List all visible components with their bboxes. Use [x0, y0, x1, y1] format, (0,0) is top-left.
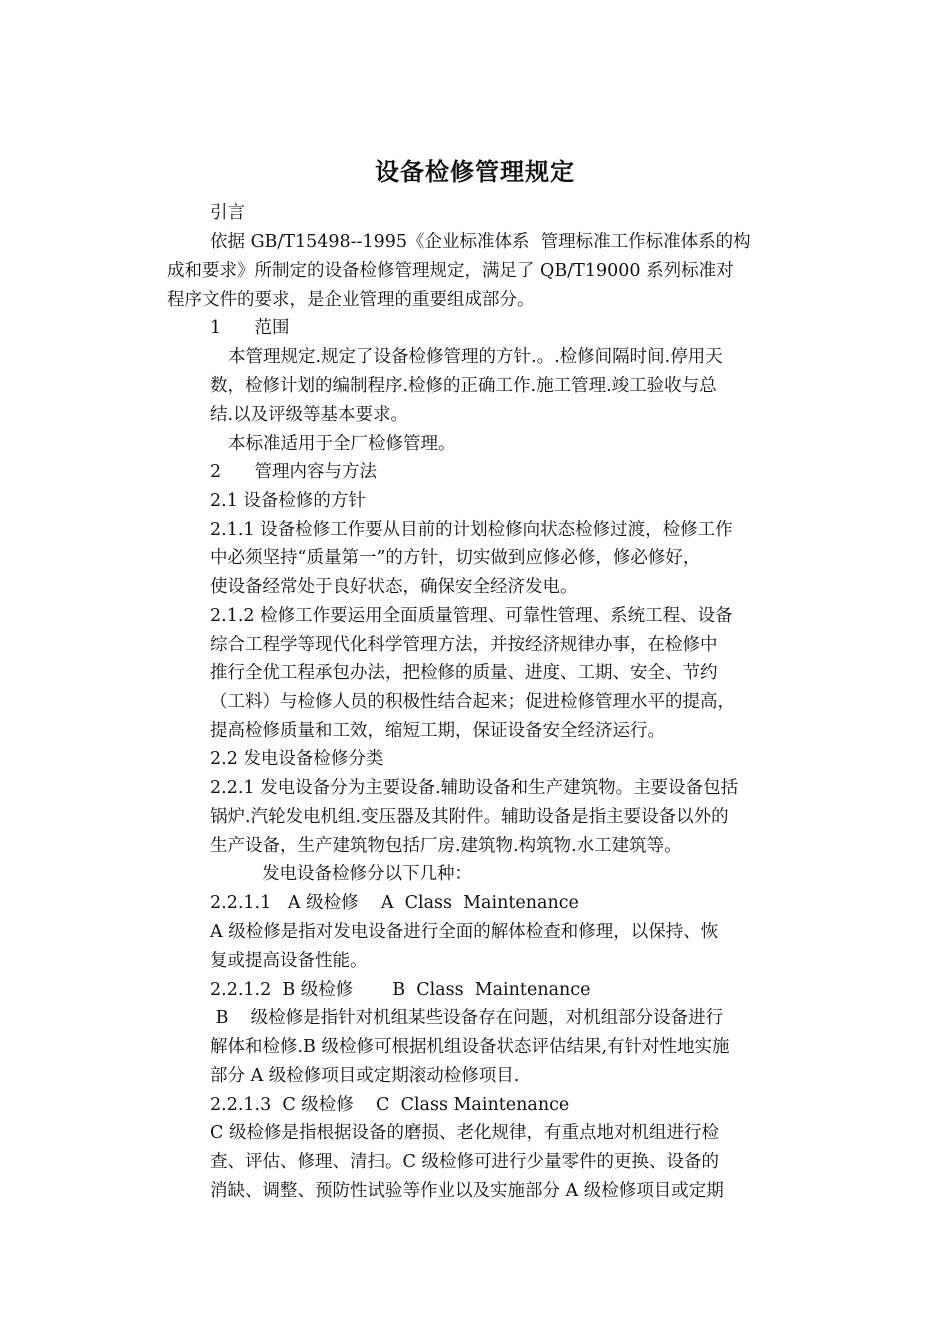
section-2-1-2-line-5: 提高检修质量和工效，缩短工期，保证设备安全经济运行。	[210, 721, 665, 741]
class-b-line-1: B 级检修是指针对机组某些设备存在问题，对机组部分设备进行	[210, 1008, 724, 1028]
section-2-1-2-line-2: 综合工程学等现代化科学管理方法，并按经济规律办事，在检修中	[210, 635, 718, 655]
class-c-line-1: C 级检修是指根据设备的磨损、老化规律，有重点地对机组进行检	[210, 1123, 719, 1143]
section-2-heading: 2 管理内容与方法	[210, 462, 378, 482]
class-a-heading: 2.2.1.1 A 级检修 A Class Maintenance	[210, 893, 579, 913]
class-b-heading: 2.2.1.2 B 级检修 B Class Maintenance	[210, 980, 591, 1000]
intro-line-3: 程序文件的要求，是企业管理的重要组成部分。	[167, 290, 535, 310]
intro-line-2: 成和要求》所制定的设备检修管理规定，满足了 QB/T19000 系列标准对	[167, 261, 734, 281]
section-1-line-2: 数，检修计划的编制程序.检修的正确工作.施工管理.竣工验收与总	[210, 376, 717, 396]
class-a-line-2: 复或提高设备性能。	[210, 951, 368, 971]
document-title: 设备检修管理规定	[375, 157, 575, 186]
class-a-line-1: A 级检修是指对发电设备进行全面的解体检查和修理，以保持、恢	[210, 922, 719, 942]
class-c-line-2: 查、评估、修理、清扫。C 级检修可进行少量零件的更换、设备的	[210, 1152, 719, 1172]
intro-line-1: 依据 GB/T15498--1995《企业标准体系 管理标准工作标准体系的构	[210, 232, 751, 252]
section-2-2-heading: 2.2 发电设备检修分类	[210, 749, 384, 769]
section-2-1-heading: 2.1 设备检修的方针	[210, 491, 366, 511]
intro-heading: 引言	[210, 203, 245, 223]
section-2-1-1-line-1: 2.1.1 设备检修工作要从目前的计划检修向状态检修过渡，检修工作	[210, 520, 733, 540]
section-1-line-4: 本标准适用于全厂检修管理。	[228, 434, 456, 454]
section-2-2-1-line-3: 生产设备，生产建筑物包括厂房.建筑物.构筑物.水工建筑等。	[210, 836, 682, 856]
classes-intro: 发电设备检修分以下几种：	[262, 864, 472, 884]
section-2-1-2-line-1: 2.1.2 检修工作要运用全面质量管理、可靠性管理、系统工程、设备	[210, 606, 733, 626]
section-2-1-1-line-3: 使设备经常处于良好状态，确保安全经济发电。	[210, 577, 578, 597]
class-b-line-3: 部分 A 级检修项目或定期滚动检修项目.	[210, 1066, 520, 1086]
section-2-2-1-line-2: 锅炉.汽轮发电机组.变压器及其附件。辅助设备是指主要设备以外的	[210, 807, 729, 827]
section-1-line-1: 本管理规定.规定了设备检修管理的方针.。.检修间隔时间.停用天	[228, 347, 723, 367]
section-2-2-1-line-1: 2.2.1 发电设备分为主要设备.辅助设备和生产建筑物。主要设备包括	[210, 778, 739, 798]
section-1-heading: 1 范围	[210, 318, 290, 338]
section-2-1-1-line-2: 中必须坚持“质量第一”的方针，切实做到应修必修，修必修好，	[210, 548, 701, 568]
section-2-1-2-line-3: 推行全优工程承包办法，把检修的质量、进度、工期、安全、节约	[210, 663, 718, 683]
section-1-line-3: 结.以及评级等基本要求。	[210, 405, 409, 425]
class-b-line-2: 解体和检修.B 级检修可根据机组设备状态评估结果,有针对性地实施	[210, 1037, 730, 1057]
section-2-1-2-line-4: （工料）与检修人员的积极性结合起来；促进检修管理水平的提高，	[210, 692, 735, 712]
class-c-heading: 2.2.1.3 C 级检修 C Class Maintenance	[210, 1095, 570, 1115]
class-c-line-3: 消缺、调整、预防性试验等作业以及实施部分 A 级检修项目或定期	[210, 1181, 724, 1201]
